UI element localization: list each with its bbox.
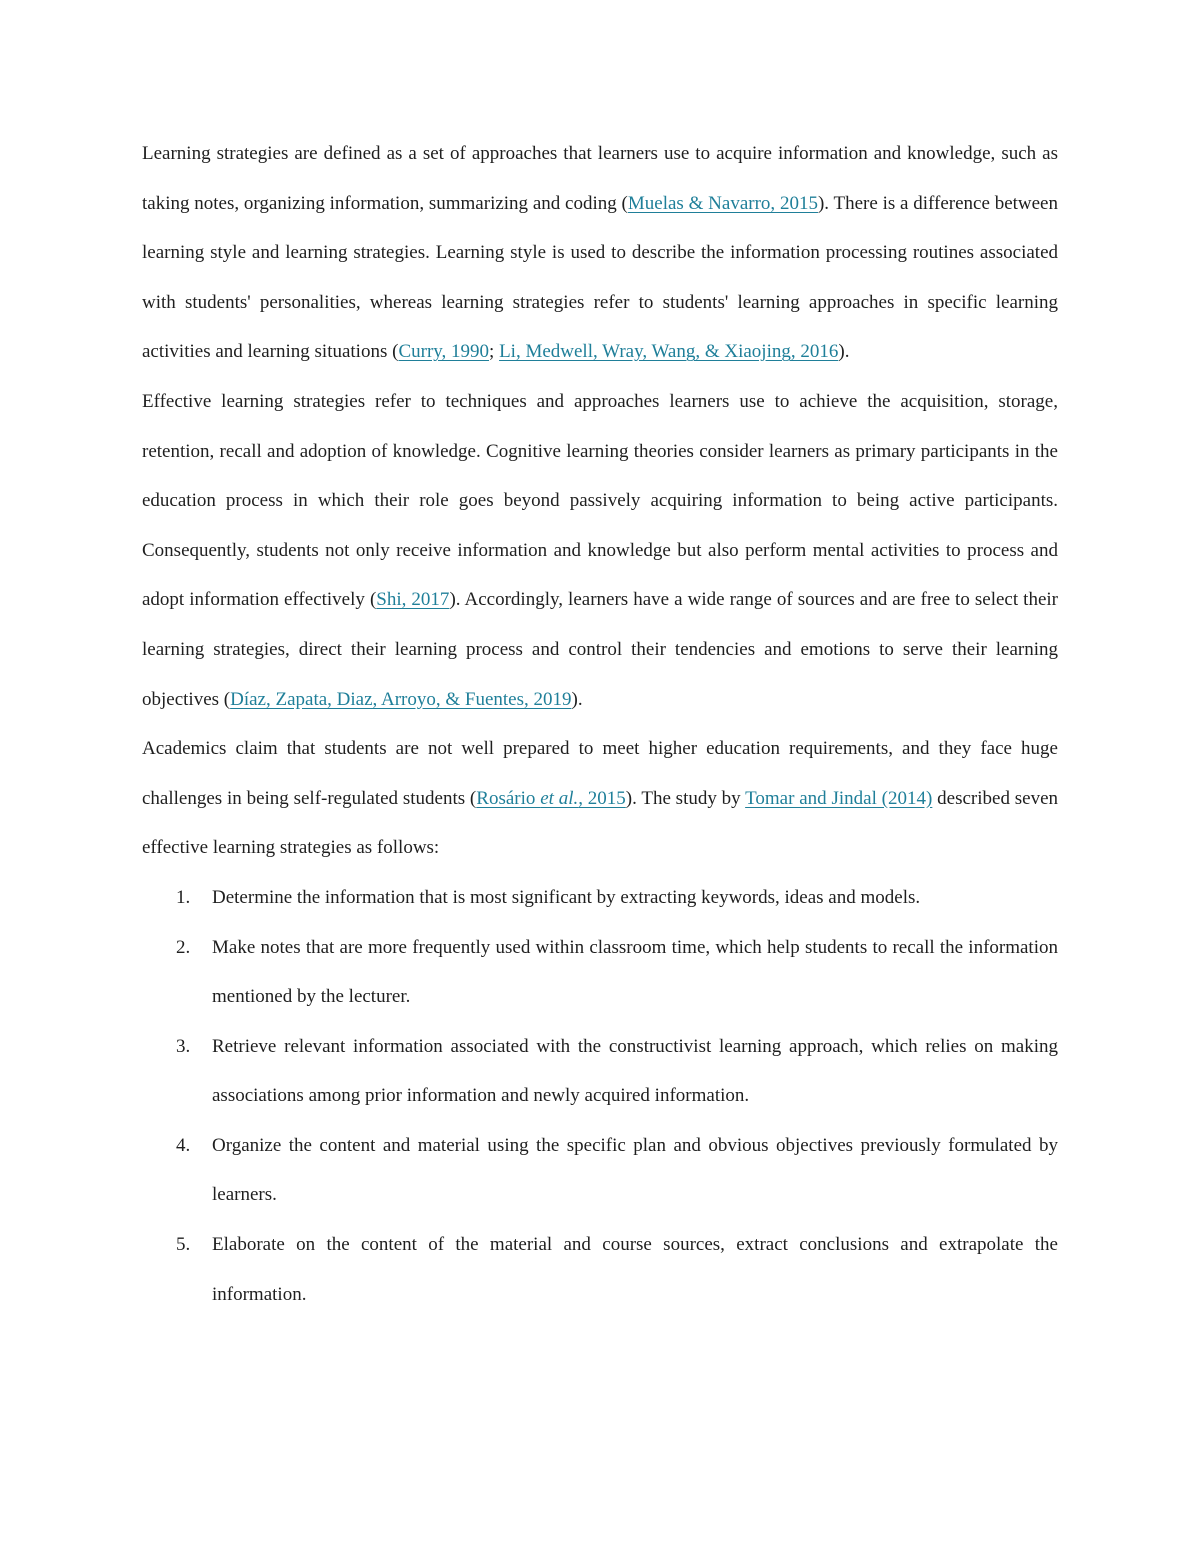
paragraph-text: ). There is a difference between learning style and learning strategies. Learning style is used to describe the information processing routines associated with students' personalities, whereas learning strategies refer to students' learning approaches in specific learning activities and learning situations ( (142, 192, 1058, 363)
citation-et-al: et al. (540, 787, 579, 809)
citation-link-muelas-navarro[interactable]: Muelas & Navarro, 2015 (627, 192, 818, 214)
citation-link-li-medwell[interactable]: Li, Medwell, Wray, Wang, & Xiaojing, 2016 (499, 341, 839, 363)
list-item-text: Determine the information that is most significant by extracting keywords, ideas and models. (212, 886, 921, 908)
list-item-number: 4. (176, 1134, 191, 1156)
paragraph-text: ; (489, 341, 500, 363)
paragraph-effective-strategies (142, 377, 1058, 724)
list-item-text: Make notes that are more frequently used within classroom time, which help students to recall the information mentioned by the lecturer. (212, 936, 1058, 1008)
list-item (142, 1121, 1058, 1220)
paragraph-text: ). Accordingly, learners have a wide range of sources and are free to select their learning strategies, direct their learning process and control their tendencies and emotions to serve their learning objectives ( (142, 589, 1059, 710)
list-item-number: 2. (176, 936, 191, 958)
list-item (142, 873, 1058, 923)
paragraph-text: ). (838, 341, 850, 363)
citation-year: , 2015 (578, 787, 626, 809)
list-item (142, 1022, 1058, 1121)
citation-link-shi[interactable]: Shi, 2017 (376, 589, 450, 611)
citation-link-rosario[interactable] (476, 788, 626, 809)
list-item (142, 1220, 1058, 1319)
list-item-text: Organize the content and material using the specific plan and obvious objectives previously formulated by learners. (212, 1134, 1058, 1206)
list-item-number: 3. (176, 1035, 191, 1057)
paragraph-learning-strategies-definition (142, 129, 1058, 377)
citation-link-curry[interactable]: Curry, 1990 (398, 341, 490, 363)
paragraph-text: Learning strategies are defined as a set of approaches that learners use to acquire information and knowledge, such as taking notes, organizing information, summarizing and coding ( (142, 143, 1058, 214)
list-item-number: 5. (176, 1234, 191, 1256)
paragraph-text: described seven effective learning strategies as follows: (142, 787, 1059, 859)
citation-author: Rosário (476, 787, 541, 809)
list-item (142, 923, 1058, 1022)
paragraph-text: Effective learning strategies refer to techniques and approaches learners use to achieve the acquisition, storage, retention, recall and adoption of knowledge. Cognitive learning theories consider learners as primary participants in the education process in which their role goes beyond passively acquiring information to being active participants. Consequently, students not only receive information and knowledge but also perform mental activities to process and adopt information effectively ( (142, 390, 1058, 611)
citation-link-diaz[interactable]: Díaz, Zapata, Diaz, Arroyo, & Fuentes, 2019 (230, 688, 572, 710)
list-item-number: 1. (176, 886, 191, 908)
paragraph-text: Academics claim that students are not well prepared to meet higher education requirements, and they face huge challenges in being self-regulated students ( (142, 738, 1058, 809)
paragraph-text: ). The study by (625, 787, 746, 809)
paragraph-academics-claim (142, 724, 1058, 873)
paragraph-text: ). (571, 688, 583, 710)
document-page (142, 129, 1058, 1319)
list-item-text: Elaborate on the content of the material and course sources, extract conclusions and extrapolate the information. (212, 1234, 1058, 1305)
strategies-list (142, 873, 1058, 1319)
citation-link-tomar-jindal[interactable]: Tomar and Jindal (2014) (745, 787, 933, 809)
list-item-text: Retrieve relevant information associated with the constructivist learning approach, which relies on making associations among prior information and newly acquired information. (212, 1035, 1058, 1107)
